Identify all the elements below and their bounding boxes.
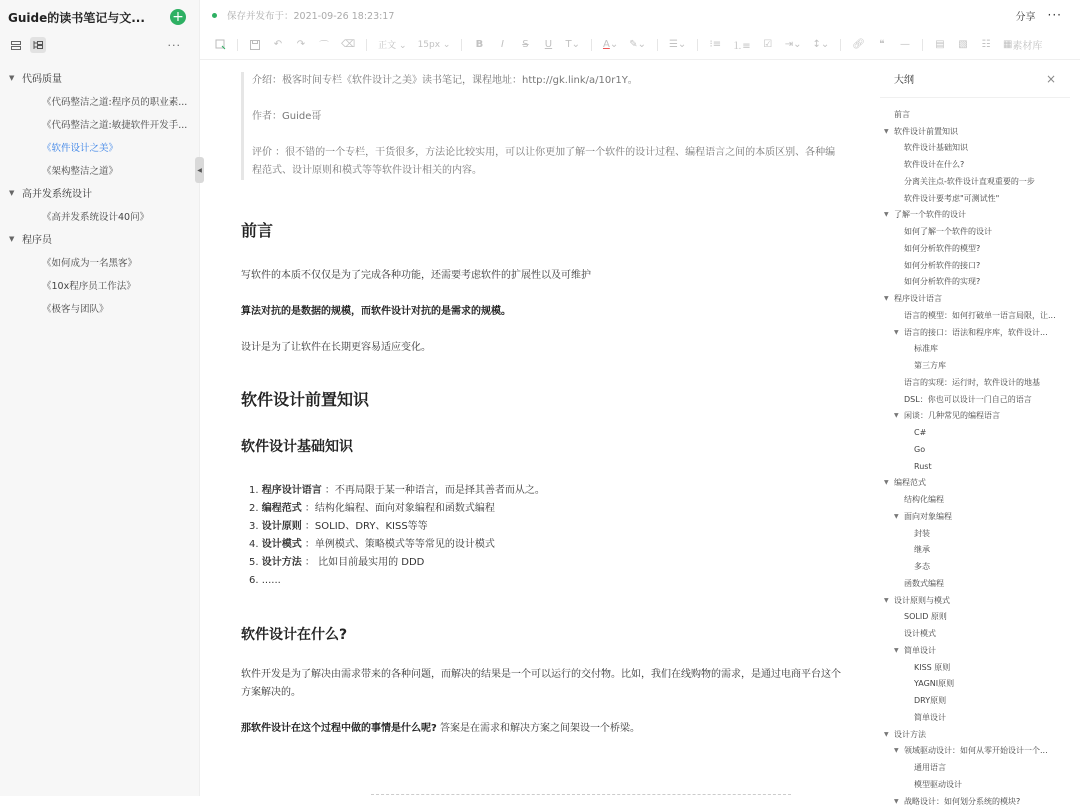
list-item [247, 572, 841, 590]
doc-item[interactable]: 《极客与团队》 [42, 303, 109, 315]
heading-what-is-design: 软件设计在什么? [241, 627, 348, 643]
ordered-list [247, 482, 841, 590]
outline-item-label: 如何分析软件的接口? [904, 260, 981, 270]
outline-item-label: DSL：你也可以设计一门自己的语言 [904, 394, 1032, 404]
list-item [247, 500, 841, 518]
outline-item[interactable] [880, 424, 1070, 441]
paragraph: 设计是为了让软件在长期更容易适应变化。 [241, 342, 431, 353]
list-number: 6. [249, 575, 259, 586]
quote-review: 评价 ：很不错的一个专栏，干货很多，方法论比较实用，可以让你更加了解一个软件的设计过程、编程语言之间的本质区别、各种编程范式、设计原则和模式等等软件设计相关的内容。 [252, 147, 836, 176]
outline-item-label: 标准库 [914, 344, 938, 354]
doc-item[interactable]: 《代码整洁之道:敏捷软件开发手... [42, 119, 188, 131]
blockquote [241, 72, 841, 180]
outline-item-label: 面向对象编程 [904, 511, 952, 521]
outline-item-label: 软件设计基础知识 [904, 143, 968, 153]
outline-item[interactable] [880, 609, 1070, 626]
page-break-line [371, 794, 791, 795]
outline-item[interactable] [880, 676, 1070, 693]
outline-item-label: 战略设计：如何划分系统的模块? [904, 796, 1021, 806]
redo-icon[interactable]: ↷ [296, 39, 306, 50]
toolbar-divider [922, 39, 923, 51]
heading-preface: 前言 [241, 221, 274, 240]
outline-item-label: 设计方法 [894, 729, 926, 739]
clear-format-icon[interactable]: ⌫ [341, 39, 356, 50]
doc-item[interactable]: 《如何成为一名黑客》 [42, 257, 138, 269]
doc-item[interactable]: 《代码整洁之道:程序员的职业素... [42, 96, 188, 108]
sidebar [0, 0, 200, 796]
outline-item-label: Rust [914, 461, 932, 471]
outline-item[interactable] [880, 726, 1070, 743]
list-item-bold: 设计方法 [261, 557, 302, 568]
list-number: 5. [249, 557, 259, 568]
folder-high-concurrency[interactable] [0, 181, 199, 204]
doc-item[interactable]: 《架构整洁之道》 [42, 165, 119, 177]
line-height-icon[interactable]: ↕⌄ [812, 39, 830, 50]
doc-item[interactable]: 《10x程序员工作法》 [42, 280, 136, 292]
add-button[interactable]: + [170, 9, 186, 25]
list-item-text: ： 比如目前最实用的 DDD [301, 557, 425, 568]
caret-down-icon[interactable]: ▼ [894, 412, 899, 420]
share-button[interactable]: 分享 [1015, 11, 1036, 23]
save-status: 保存并发布于：2021-09-26 18:23:17 [227, 11, 395, 22]
underline-icon[interactable]: U [544, 39, 553, 50]
outline-item-label: 语言的模型：如何打破单一语言局限，让... [904, 310, 1056, 320]
sidebar-header [0, 0, 199, 34]
sidebar-collapse-handle[interactable]: ◀ [195, 157, 204, 183]
outline-item[interactable] [880, 743, 1070, 760]
toolbar-divider [657, 39, 658, 51]
outline-item-label: 了解一个软件的设计 [894, 210, 966, 220]
outline-item[interactable] [880, 156, 1070, 173]
doc-icon[interactable]: ▤ [935, 39, 945, 50]
caret-down-icon: ▼ [9, 234, 15, 243]
caret-down-icon[interactable]: ▼ [894, 646, 899, 654]
list-item [247, 482, 841, 500]
caret-down-icon[interactable]: ▼ [884, 730, 889, 738]
outline-panel [880, 60, 1070, 806]
outline-item-label: 结构化编程 [904, 495, 944, 505]
outline-item-label: 语言的接口：语法和程序库，软件设计... [904, 327, 1048, 337]
caret-down-icon[interactable]: ▼ [894, 747, 899, 755]
toolbar-divider [461, 39, 462, 51]
outline-item[interactable] [880, 123, 1070, 140]
list-number: 1. [249, 485, 259, 496]
outline-item-label: 简单设计 [914, 712, 946, 722]
font-color-icon[interactable]: A ⌄ [602, 39, 619, 50]
outline-item-label: SOLID 原则 [904, 612, 947, 622]
paragraph-mixed [241, 720, 841, 738]
list-item-text: ...... [261, 575, 281, 586]
close-icon[interactable]: × [1045, 71, 1056, 86]
list-item [247, 536, 841, 554]
outline-item-label: 通用语言 [914, 763, 946, 773]
toolbar-divider [591, 39, 592, 51]
outline-item-label: 编程范式 [894, 478, 926, 488]
outline-item-label: 如何分析软件的实现? [904, 277, 981, 287]
ordered-list-icon[interactable]: ⒈≡ [732, 41, 751, 52]
list-item-bold: 程序设计语言 [261, 485, 322, 496]
quote-author: 作者：Guide哥 [252, 111, 322, 122]
outline-item[interactable] [880, 692, 1070, 709]
paragraph: 软件开发是为了解决由需求带来的各种问题，而解决的结果是一个可以运行的交付物。比如，我们在线购物的需求，是通过电商平台这个方案解决的。 [241, 669, 841, 698]
align-icon[interactable]: ☰⌄ [668, 39, 687, 50]
toolbar-divider [366, 39, 367, 51]
bullet-list-icon[interactable]: ⁝≡ [709, 39, 722, 50]
material-icon: ▦ [1002, 39, 1013, 50]
outline-item-label: C# [914, 428, 927, 438]
main-area [200, 0, 1080, 806]
outline-item[interactable] [880, 592, 1070, 609]
sidebar-toolbar [0, 34, 199, 56]
outline-item-label: 语言的实现：运行时，软件设计的地基 [904, 377, 1040, 387]
list-number: 4. [249, 539, 259, 550]
outline-item[interactable] [880, 408, 1070, 425]
doc-item[interactable]: 《高并发系统设计40问》 [42, 211, 150, 223]
undo-icon[interactable]: ↶ [273, 39, 283, 50]
toolbar-divider [237, 39, 238, 51]
list-item-text: ：结构化编程、面向对象编程和函数式编程 [301, 503, 495, 514]
outline-item-label: 软件设计前置知识 [894, 126, 958, 136]
font-size-select[interactable]: 15px ⌄ [417, 39, 451, 50]
outline-item[interactable] [880, 240, 1070, 257]
outline-item-label: 程序设计语言 [894, 294, 942, 304]
folder-label: 程序员 [22, 235, 52, 246]
caret-down-icon[interactable]: ▼ [894, 512, 899, 520]
list-number: 3. [249, 521, 259, 532]
notebook-title[interactable]: Guide的读书笔记与文... [8, 10, 145, 25]
outline-item[interactable] [880, 659, 1070, 676]
outline-item[interactable] [880, 793, 1070, 810]
outline-item[interactable] [880, 207, 1070, 224]
outline-item-label: 函数式编程 [904, 578, 944, 588]
outline-item-label: 设计模式 [904, 629, 936, 639]
outline-item[interactable] [880, 140, 1070, 157]
outline-item-label: 领域驱动设计：如何从零开始设计一个... [904, 746, 1048, 756]
outline-item-label: 如何了解一个软件的设计 [904, 227, 992, 237]
editor-toolbar [200, 30, 1080, 60]
outline-item[interactable] [880, 223, 1070, 240]
link-icon[interactable]: 🔗︎ [852, 39, 865, 50]
caret-down-icon[interactable]: ▼ [884, 479, 889, 487]
caret-down-icon[interactable]: ▼ [884, 127, 889, 135]
outline-item[interactable] [880, 642, 1070, 659]
outline-item-label: 封装 [914, 528, 930, 538]
image-icon[interactable]: ▧ [958, 39, 968, 50]
outline-title: 大纲 [894, 75, 914, 86]
outline-item[interactable] [880, 525, 1070, 542]
outline-item-label: DRY原则 [914, 696, 947, 706]
outline-item[interactable] [880, 542, 1070, 559]
caret-down-icon: ▼ [9, 73, 15, 82]
notebook-tree [0, 66, 199, 319]
outline-item[interactable] [880, 357, 1070, 374]
insert-icon[interactable] [214, 38, 226, 52]
bold-text: 那软件设计在这个过程中做的事情是什么呢? [241, 723, 437, 734]
outline-item[interactable] [880, 374, 1070, 391]
quote-intro: 介绍：极客时间专栏《软件设计之美》读书笔记，课程地址：http://gk.link/a/10r1Y。 [252, 75, 638, 86]
outline-item[interactable] [880, 508, 1070, 525]
bold-icon[interactable]: B [475, 39, 484, 50]
paragraph-style-value: 正文 [378, 41, 397, 51]
sidebar-more-button[interactable]: ··· [167, 38, 181, 52]
highlight-icon[interactable]: ✎⌄ [629, 39, 646, 50]
outline-item[interactable] [880, 458, 1070, 475]
task-list-icon[interactable]: ☑ [763, 39, 773, 50]
outline-item[interactable] [880, 290, 1070, 307]
outline-item[interactable] [880, 324, 1070, 341]
outline-item[interactable] [880, 307, 1070, 324]
list-item [247, 518, 841, 536]
font-size-value: 15px [417, 39, 441, 50]
list-view-icon[interactable] [8, 37, 24, 53]
format-painter-icon[interactable]: ⌒ [319, 41, 329, 52]
outline-item[interactable] [880, 274, 1070, 291]
outline-item-label: 如何分析软件的模型? [904, 243, 981, 253]
divider-line-icon[interactable]: — [899, 39, 910, 50]
outline-toggle-icon[interactable]: ☷ [981, 39, 991, 50]
heading-basics: 软件设计基础知识 [241, 439, 353, 455]
outline-item-label: 分离关注点-软件设计直观重要的一步 [904, 176, 1035, 186]
folder-label: 高并发系统设计 [22, 189, 92, 200]
outline-item-label: 软件设计在什么? [904, 160, 965, 170]
list-item-text: ：不再局限于某一种语言，而是择其善者而从之。 [321, 485, 545, 496]
list-item [247, 554, 841, 572]
outline-item[interactable] [880, 475, 1070, 492]
caret-down-icon[interactable]: ▼ [894, 328, 899, 336]
outline-item[interactable] [880, 257, 1070, 274]
italic-icon[interactable]: I [500, 39, 504, 50]
outline-item-label: 前言 [894, 109, 910, 119]
folder-programmer[interactable] [0, 227, 199, 250]
outline-item[interactable] [880, 709, 1070, 726]
outline-item[interactable] [880, 776, 1070, 793]
paragraph-bold [241, 303, 841, 321]
outline-item[interactable] [880, 341, 1070, 358]
outline-item[interactable] [880, 441, 1070, 458]
outline-item[interactable] [880, 190, 1070, 207]
outline-item-label: 简单设计 [904, 645, 936, 655]
heading-prerequisites: 软件设计前置知识 [241, 390, 370, 409]
list-item-bold: 编程范式 [261, 503, 302, 514]
top-bar [200, 0, 1080, 30]
outline-item[interactable] [880, 391, 1070, 408]
folder-label: 代码质量 [22, 74, 62, 85]
outline-item[interactable] [880, 759, 1070, 776]
caret-down-icon[interactable]: ▼ [894, 797, 899, 805]
toolbar-divider [697, 39, 698, 51]
outline-item-label: Go [914, 444, 926, 454]
outline-item[interactable] [880, 173, 1070, 190]
paragraph: 写软件的本质不仅仅是为了完成各种功能，还需要考虑软件的扩展性以及可维护 [241, 270, 591, 281]
outline-item-label: 第三方库 [914, 361, 946, 371]
outline-item-label: 设计原则与模式 [894, 595, 950, 605]
indent-icon[interactable]: ⇥⌄ [784, 39, 802, 50]
outline-item-label: 多态 [914, 562, 930, 572]
outline-item[interactable] [880, 625, 1070, 642]
outline-header [880, 60, 1070, 98]
save-icon[interactable] [249, 38, 261, 52]
outline-item[interactable] [880, 106, 1070, 123]
list-item-text: ：SOLID、DRY、KISS等等 [301, 521, 428, 532]
list-number: 2. [249, 503, 259, 514]
caret-down-icon[interactable]: ▼ [884, 211, 889, 219]
bold-text: 算法对抗的是数据的规模，而软件设计对抗的是需求的规模。 [241, 306, 511, 317]
outline-item-label: KISS 原则 [914, 662, 951, 672]
folder-code-quality[interactable] [0, 66, 199, 89]
doc-item-active[interactable]: 《软件设计之美》 [42, 142, 119, 154]
list-item-bold: 设计模式 [261, 539, 302, 550]
outline-item-label: 继承 [914, 545, 930, 555]
more-format-icon[interactable]: T⌄ [565, 39, 580, 50]
caret-down-icon[interactable]: ▼ [884, 596, 889, 604]
outline-list [880, 106, 1070, 810]
outline-item-label: 闲谈：几种常见的编程语言 [904, 411, 1000, 421]
outline-item-label: 模型驱动设计 [914, 779, 962, 789]
outline-item[interactable] [880, 491, 1070, 508]
outline-item-label: 软件设计要考虑"可测试性" [904, 193, 1000, 203]
outline-item-label: YAGNI原则 [914, 679, 955, 689]
strikethrough-icon[interactable]: S [522, 39, 529, 50]
outline-item[interactable] [880, 575, 1070, 592]
material-library-button[interactable] [1003, 38, 1042, 52]
quote-icon[interactable]: ❝ [879, 39, 885, 50]
material-label: 素材库 [1012, 41, 1043, 52]
toolbar-divider [840, 39, 841, 51]
editor-content[interactable] [241, 60, 841, 796]
saved-status-dot [212, 13, 217, 18]
caret-down-icon: ▼ [9, 188, 15, 197]
paragraph-style-select[interactable]: 正文 ⌄ [378, 41, 407, 51]
list-item-text: ：单例模式、策略模式等等常见的设计模式 [301, 539, 495, 550]
caret-down-icon[interactable]: ▼ [884, 295, 889, 303]
list-item-bold: 设计原则 [261, 521, 302, 532]
more-button[interactable]: ··· [1047, 8, 1062, 22]
outline-item[interactable] [880, 558, 1070, 575]
plain-text: 答案是在需求和解决方案之间架设一个桥梁。 [436, 723, 640, 734]
tree-view-icon[interactable] [30, 37, 46, 53]
